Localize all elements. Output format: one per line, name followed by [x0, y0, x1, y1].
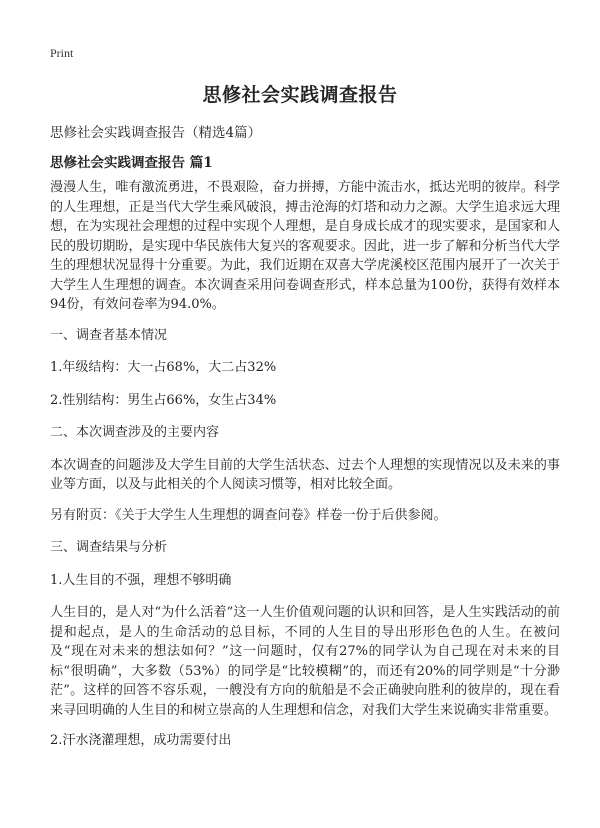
document-subtitle: 思修社会实践调查报告（精选4篇）	[50, 125, 262, 141]
gender-structure-item: 2.性别结构：男生占66%，女生占34%	[50, 392, 277, 408]
content-paragraph: 本次调查的问题涉及大学生目前的大学生活状态、过去个人理想的实现情况以及未来的事业等方面，以及与此相关的个人阅读习惯等，相对比较全面。	[50, 457, 560, 492]
result-subheading-1: 1.人生目的不强，理想不够明确	[50, 572, 232, 588]
article-body	[50, 178, 560, 764]
result-paragraph-1: 人生目的，是人对“为什么活着”这一人生价值观问题的认识和回答，是人生实践活动的前提和起点，是人的生命活动的总目标，不同的人生目的导出形形色色的人生。在被问及“现在对未来的想法如何？”这一问题时，仅有27%的同学认为自己现在对未来的目标“很明确”，大多数（53%）的同学是“比较模糊”的，而还有20%的同学则是“十分渺茫”。这样的回答不容乐观，一艘没有方向的航船是不会正确驶向胜利的彼岸的，现在看来寻回明确的人生目的和树立崇高的人生理想和信念，对我们大学生来说确实非常重要。	[50, 605, 560, 718]
result-subheading-2: 2.汗水浇灌理想，成功需要付出	[50, 733, 232, 748]
heading-results: 三、调查结果与分析	[50, 540, 168, 555]
heading-basic-info: 一、调查者基本情况	[50, 327, 168, 343]
section-heading: 思修社会实践调查报告 篇1	[50, 155, 213, 171]
print-link[interactable]: Print	[50, 46, 74, 60]
appendix-note: 另有附页：《关于大学生人生理想的调查问卷》样卷一份于后供参阅。	[50, 507, 447, 523]
document-title: 思修社会实践调查报告	[202, 84, 398, 106]
intro-paragraph: 漫漫人生，唯有激流勇进，不畏艰险，奋力拼搏，方能中流击水，抵达光明的彼岸。科学的人生理想，正是当代大学生乘风破浪，搏击沧海的灯塔和动力之源。大学生追求远大理想，在为实现社会理想的过程中实现个人理想，是自身成长成才的现实要求，是国家和人民的殷切期盼，是实现中华民族伟大复兴的客观要求。因此，进一步了解和分析当代大学生的理想状况显得十分重要。为此，我们近期在双喜大学虎溪校区范围内展开了一次关于大学生人生理想的调查。本次调查采用问卷调查形式，样本总量为100份，获得有效样本94份，有效问卷率为94.0%。	[50, 180, 560, 312]
heading-main-content: 二、本次调查涉及的主要内容	[50, 425, 220, 440]
grade-structure-item: 1.年级结构：大一占68%，大二占32%	[50, 360, 277, 375]
